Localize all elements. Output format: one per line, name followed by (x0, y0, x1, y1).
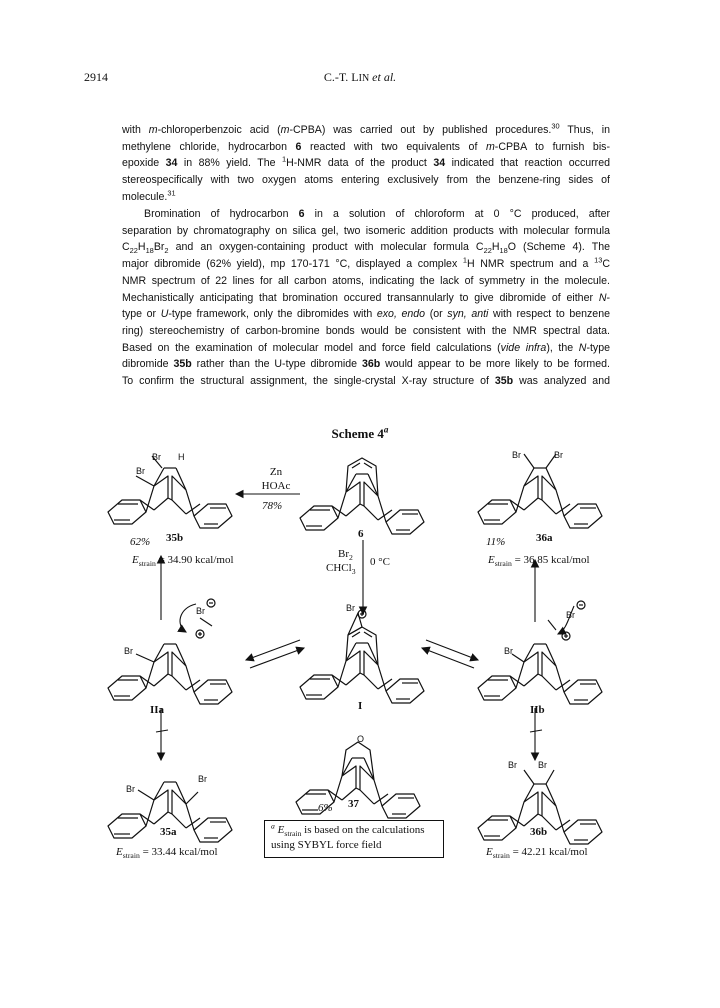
atom-br-36b-2: Br (538, 760, 547, 770)
scheme-title: Scheme 4$^a$ (331, 424, 389, 441)
p2-line-11: To confirm the structural assignment, the single-crystal X-ray structure of 35b was analyzed and (122, 375, 610, 388)
atom-br-IIb-1: Br (504, 646, 513, 656)
p2-line-9: Based on the examination of molecular model and force field calculations (vide infra), the N-type (122, 341, 610, 354)
blocked-mark-right (530, 730, 542, 732)
molecule-IIb (478, 644, 602, 704)
label-IIb: IIb (530, 704, 545, 716)
reagent-temp: 0 °C (370, 556, 390, 568)
p1-line-3: epoxide 34 in 88% yield. The $^1$H-NMR data of the product 34 indicated that reaction occurred (122, 154, 610, 170)
label-37: 37 (348, 798, 359, 810)
yield-36a: 11% (486, 536, 506, 548)
p2-line-5: NMR spectrum of 22 lines for all carbon atoms, indicating the lack of symmetry in the molecule. (122, 274, 610, 287)
p2-line-2: separation by chromatography on silica gel, two isomeric addition products with molecular formula (122, 224, 610, 237)
label-I: I (358, 700, 363, 712)
atom-br-36a-1: Br (512, 450, 521, 460)
atom-br-35b-2: Br (152, 452, 161, 462)
equilibrium-I-IIa-1 (246, 640, 300, 660)
molecule-36a (478, 454, 602, 528)
label-35a: 35a (160, 826, 177, 838)
footnote-line-2: using SYBYL force field (271, 839, 382, 851)
atom-br-IIa-2: Br (196, 606, 205, 616)
label-36a: 36a (536, 532, 553, 544)
p2-line-7: type or U-type framework, only the dibromides with exo, endo (or syn, anti with respect to benzene (122, 308, 610, 321)
reagent-zn: Zn (269, 466, 283, 478)
atom-br-I: Br (346, 603, 355, 613)
label-IIa: IIa (150, 704, 165, 716)
p2-line-4: major dibromide (62% yield), mp 170-171 °C, displayed a complex $^1$H NMR spectrum and a $^{13}$C (122, 255, 610, 271)
atom-h-35b: H (178, 452, 185, 462)
equilibrium-I-IIb-2 (422, 648, 474, 668)
yield-78: 78% (262, 500, 283, 512)
running-title: C.-T. LIN et al. (323, 70, 397, 84)
blocked-attack-right (548, 620, 556, 630)
p1-line-5: molecule.$^{31}$ (122, 188, 176, 203)
p2-line-1: Bromination of hydrocarbon 6 in a solution of chloroform at 0 °C produced, after (144, 208, 610, 220)
footnote-line-1: $^a$ $E_{strain}$ is based on the calculations (271, 821, 425, 839)
atom-br-35a-2: Br (198, 774, 207, 784)
p2-line-8: ring) stereochemistry of carbon-bromine bonds would be consistent with the NMR spectral data. (122, 324, 610, 337)
blocked-mark-left (156, 730, 168, 732)
atom-br-35b-1: Br (136, 466, 145, 476)
p2-line-3: $C_{22}H_{18}Br_2$ and an oxygen-containing product with molecular formula $C_{22}H_{18}O$ (Scheme 4). The (122, 241, 610, 256)
estrain-36a: $E_{strain} = 36.85$ kcal/mol (488, 554, 590, 569)
reagent-hoac: HOAc (261, 480, 291, 492)
equilibrium-I-IIb-1 (426, 640, 478, 660)
reagent-br2: $Br_2$ (338, 548, 353, 563)
yield-37: 6% (318, 802, 333, 814)
p1-line-1: with m-chloroperbenzoic acid (m-CPBA) was carried out by published procedures.$^{30}$ Thus, in (122, 121, 610, 136)
p1-line-2: methylene chloride, hydrocarbon 6 reacted with two equivalents of m-CPBA to furnish bis- (122, 140, 611, 153)
label-6: 6 (358, 528, 364, 540)
blocked-attack-left (200, 618, 212, 626)
molecule-6 (300, 458, 424, 534)
estrain-36b: $E_{strain} = 42.21$ kcal/mol (486, 846, 588, 861)
label-35b: 35b (166, 532, 184, 544)
atom-o-37: O (357, 734, 365, 744)
atom-br-36a-2: Br (554, 450, 563, 460)
p2-line-10: dibromide 35b rather than the U-type dibromide 36b would appear to be more likely to be formed. (122, 358, 610, 371)
atom-br-36b-1: Br (508, 760, 517, 770)
atom-br-IIb-2: Br (566, 610, 575, 620)
yield-35b: 62% (130, 536, 151, 548)
reagent-chcl3: CHCl$_3$ (326, 562, 356, 577)
estrain-35b: $E_{strain} = 34.90$ kcal/mol (132, 554, 234, 569)
page-number: 2914 (84, 70, 108, 84)
equilibrium-I-IIa-2 (250, 648, 304, 668)
molecule-I (300, 613, 424, 703)
attack-arrow-left (180, 604, 196, 632)
atom-br-IIa-1: Br (124, 646, 133, 656)
p1-line-4: stereospecifically with two oxygen atoms entering exclusively from the benzene-ring sides of (122, 174, 610, 187)
label-36b: 36b (530, 826, 548, 838)
atom-br-35a-1: Br (126, 784, 135, 794)
molecule-35b (108, 456, 232, 528)
estrain-35a: $E_{strain} = 33.44$ kcal/mol (116, 846, 218, 861)
p2-line-6: Mechanistically anticipating that bromination occured transannularly to give dibromide of either N- (122, 291, 610, 304)
scheme-footnote (264, 820, 444, 858)
